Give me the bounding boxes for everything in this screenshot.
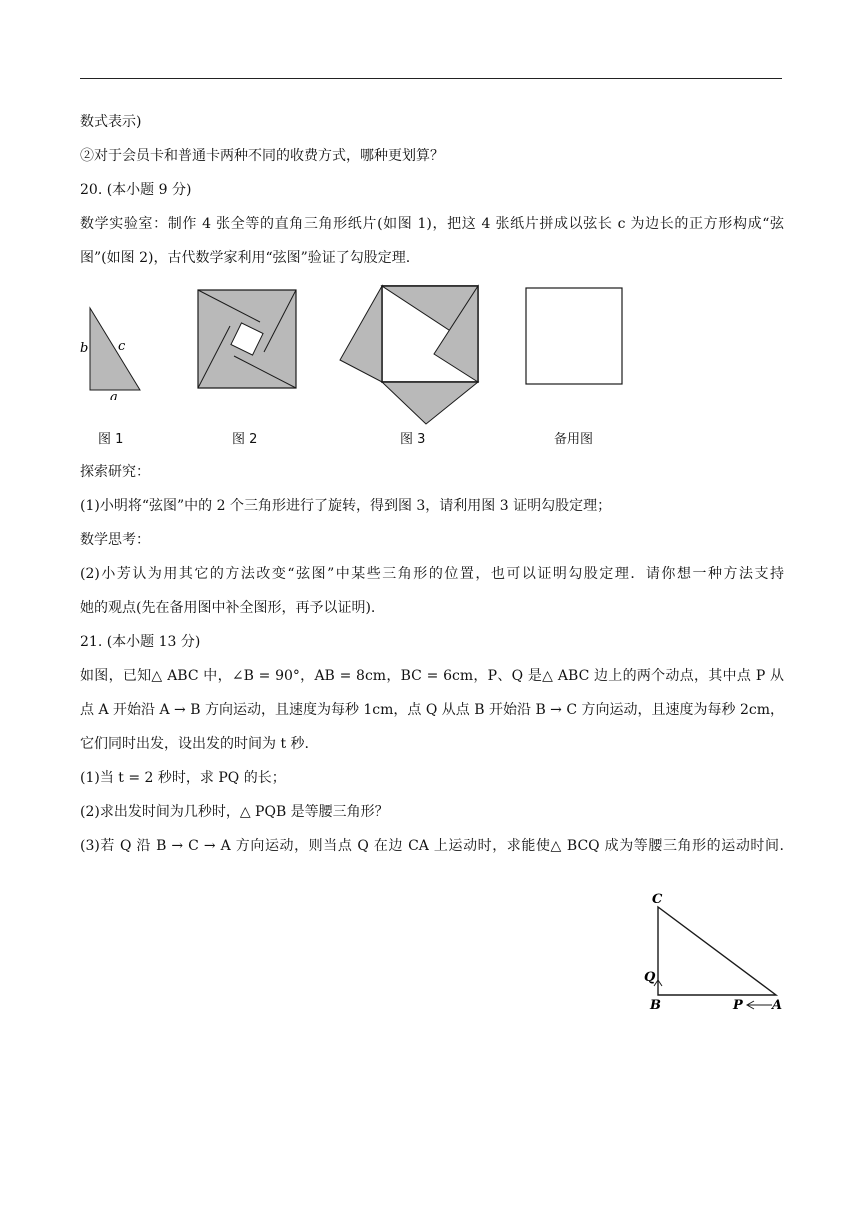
text-line: 数学思考：	[80, 532, 150, 548]
caption-fig1: 图 1	[98, 432, 124, 447]
fig1-right-triangle	[76, 304, 148, 400]
caption-spare: 备用图	[554, 432, 594, 447]
text-line: (3)若 Q 沿 B → C → A 方向运动，则当点 Q 在边 CA 上运动时，求能使△ BCQ 成为等腰三角形的运动时间.	[80, 838, 784, 854]
text-line: 数式表示)	[80, 114, 142, 130]
text-line: (1)小明将“弦图”中的 2 个三角形进行了旋转，得到图 3，请利用图 3 证明勾股定理；	[80, 498, 612, 514]
triangle-abc-figure	[630, 885, 790, 1015]
text-line: (1)当 t = 2 秒时，求 PQ 的长；	[80, 770, 286, 786]
header-rule	[80, 78, 782, 79]
spare-figure-square	[524, 286, 624, 386]
caption-fig3: 图 3	[400, 432, 426, 447]
text-line: (2)小芳认为用其它的方法改变“弦图”中某些三角形的位置，也可以证明勾股定理．请你想一种方法支持	[80, 566, 784, 582]
vertex-label-a: A	[772, 998, 783, 1013]
question-21-heading: 21. (本小题 13 分)	[80, 634, 201, 650]
question-20-heading: 20. (本小题 9 分)	[80, 182, 192, 198]
vertex-label-b: B	[650, 998, 661, 1013]
caption-fig2: 图 2	[232, 432, 258, 447]
text-line: 她的观点(先在备用图中补全图形，再予以证明).	[80, 600, 376, 616]
fig3-rotated-diagram	[336, 284, 486, 430]
text-line: 数学实验室：制作 4 张全等的直角三角形纸片(如图 1)，把这 4 张纸片拼成以弦长 c 为边长的正方形构成“弦	[80, 216, 784, 232]
point-label-p: P	[733, 998, 743, 1013]
text-line: 探索研究：	[80, 464, 150, 480]
fig1-label-c: c	[118, 339, 126, 354]
text-line: 点 A 开始沿 A → B 方向运动，且速度为每秒 1cm，点 Q 从点 B 开始沿 B → C 方向运动，且速度为每秒 2cm，	[80, 702, 784, 718]
point-label-q: Q	[644, 970, 656, 985]
figure-row	[0, 280, 860, 450]
text-line: ②对于会员卡和普通卡两种不同的收费方式，哪种更划算？	[80, 148, 444, 164]
text-line: 如图，已知△ ABC 中，∠B = 90°，AB = 8cm，BC = 6cm，P、Q 是△ ABC 边上的两个动点，其中点 P 从	[80, 668, 784, 684]
text-line: 它们同时出发，设出发的时间为 t 秒.	[80, 736, 309, 752]
fig1-label-b: b	[80, 341, 89, 356]
text-line: (2)求出发时间为几秒时，△ PQB 是等腰三角形？	[80, 804, 389, 820]
vertex-label-c: C	[652, 892, 663, 907]
text-line: 图”(如图 2)，古代数学家利用“弦图”验证了勾股定理.	[80, 250, 411, 266]
fig1-label-a: a	[110, 390, 118, 400]
fig2-chord-diagram	[196, 288, 298, 390]
